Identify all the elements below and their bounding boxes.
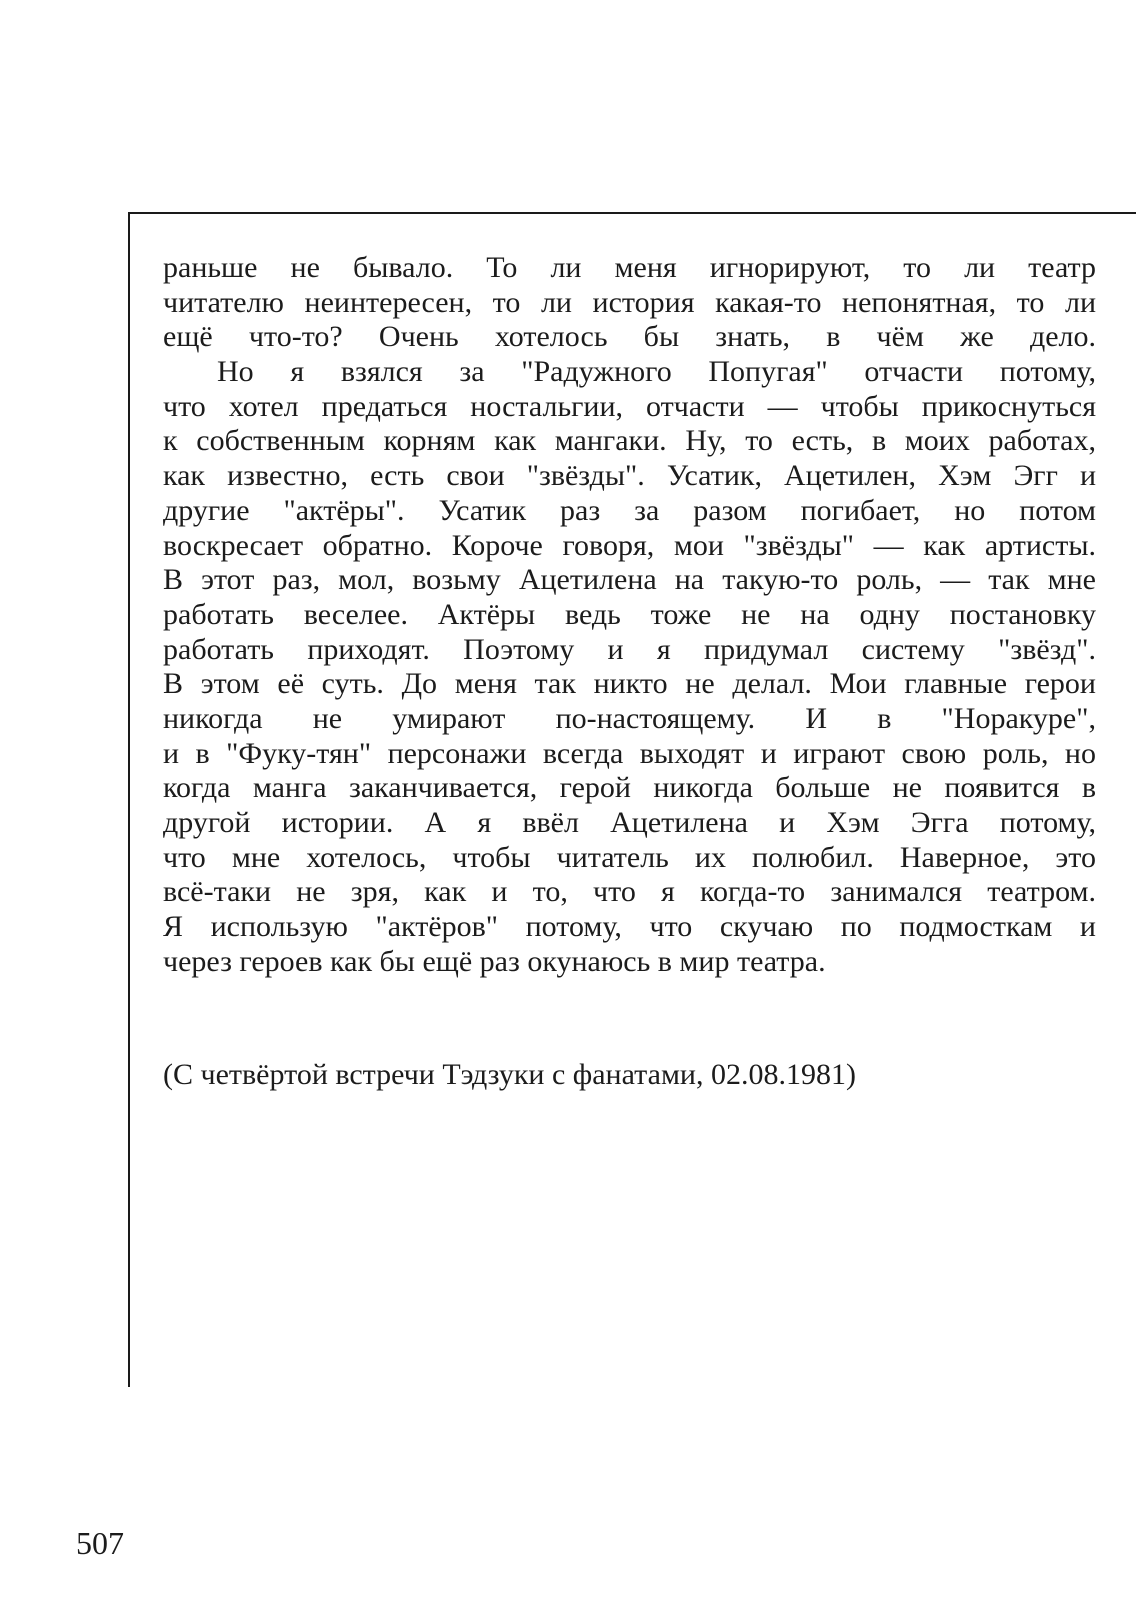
text-line: как известно, есть свои "звёзды". Усатик, Ацетилен, Хэм Эгг и [163, 459, 1096, 493]
text-line: к собственным корням как мангаки. Ну, то есть, в моих работах, [163, 424, 1096, 458]
text-line: читателю неинтересен, то ли история какая-то непонятная, то ли [163, 285, 1096, 319]
text-line: Я использую "актёров" потому, что скучаю по подмосткам и [163, 910, 1096, 944]
text-line: воскресает обратно. Короче говоря, мои "звёзды" — как артисты. [163, 528, 1096, 562]
text-line: что хотел предаться ностальгии, отчасти — чтобы прикоснуться [163, 389, 1096, 423]
frame-left-rule [128, 212, 130, 1387]
page-number: 507 [76, 1525, 124, 1561]
text-line: ещё что-то? Очень хотелось бы знать, в чём же дело. [163, 320, 1096, 354]
text-line: когда манга заканчивается, герой никогда больше не появится в [163, 771, 1096, 805]
text-line-paragraph-end: через героев как бы ещё раз окунаюсь в мир театра. [163, 944, 826, 978]
frame-top-rule [128, 212, 1136, 214]
source-caption: (С четвёртой встречи Тэдзуки с фанатами, 02.08.1981) [163, 1058, 856, 1091]
text-line: другой истории. А я ввёл Ацетилена и Хэм Эгга потому, [163, 806, 1096, 839]
body-text [163, 251, 1096, 979]
text-line: работать приходят. Поэтому и я придумал систему "звёзд". [163, 632, 1096, 666]
text-line: никогда не умирают по-настоящему. И в "Норакуре", [163, 701, 1096, 735]
text-line-paragraph-start: Но я взялся за "Радужного Попугая" отчасти потому, [217, 355, 1096, 389]
text-line: работать веселее. Актёры ведь тоже не на одну постановку [163, 597, 1096, 631]
text-line: другие "актёры". Усатик раз за разом погибает, но потом [163, 493, 1096, 527]
text-line: что мне хотелось, чтобы читатель их полюбил. Наверное, это [163, 840, 1096, 874]
text-line: В этом её суть. До меня так никто не делал. Мои главные герои [163, 667, 1096, 701]
text-line: всё-таки не зря, как и то, что я когда-то занимался театром. [163, 875, 1096, 909]
text-line: В этот раз, мол, возьму Ацетилена на такую-то роль, — так мне [163, 563, 1096, 597]
text-line: и в "Фуку-тян" персонажи всегда выходят и играют свою роль, но [163, 736, 1096, 770]
text-line: раньше не бывало. То ли меня игнорируют, то ли театр [163, 251, 1096, 284]
